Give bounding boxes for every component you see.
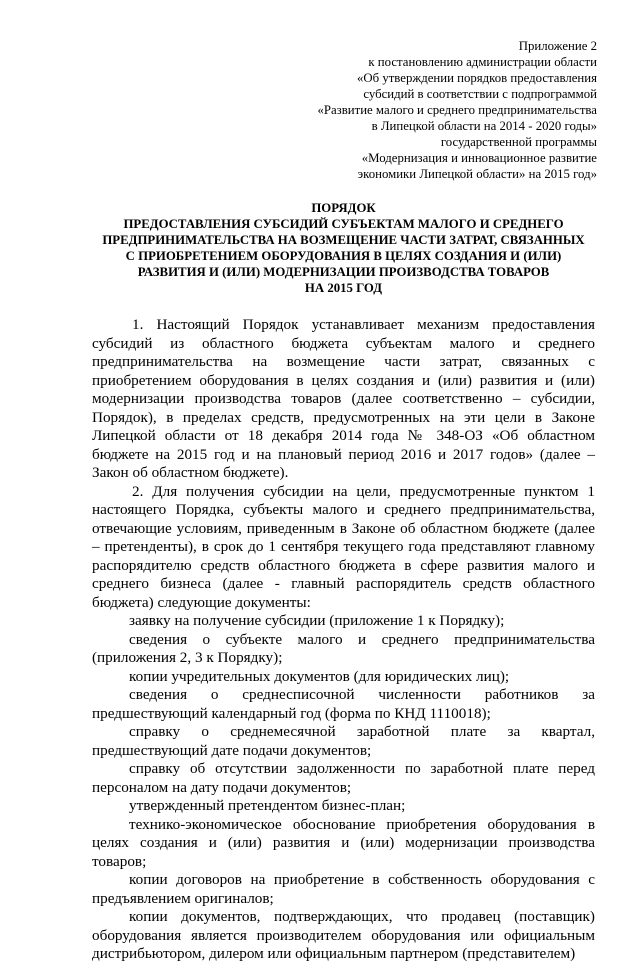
header-line: «Развитие малого и среднего предпринимательства xyxy=(317,103,597,117)
list-item: сведения о субъекте малого и среднего предпринимательства (приложения 2, 3 к Порядку); xyxy=(92,630,595,666)
header-line: к постановлению администрации области xyxy=(368,55,597,69)
title-line: ПРЕДОСТАВЛЕНИЯ СУБСИДИЙ СУБЪЕКТАМ МАЛОГО И СРЕДНЕГО xyxy=(123,217,564,231)
title-line: НА 2015 ГОД xyxy=(304,281,383,295)
list-item: технико-экономическое обоснование приобретения оборудования в целях создания и (или) развития и (или) модернизации производства товаров; xyxy=(92,815,595,870)
list-item: утвержденный претендентом бизнес-план; xyxy=(129,797,406,814)
header-line: Приложение 2 xyxy=(518,39,597,53)
header-line: в Липецкой области на 2014 - 2020 годы» xyxy=(371,119,597,133)
paragraph-1: 1. Настоящий Порядок устанавливает механизм предоставления субсидий из областного бюджета субъектам малого и среднего предпринимательства на возмещение части затрат, связанных с приобретением оборудования в целях создания и (или) развития и (или) модернизации производства товаров (далее соответственно – субсидии, Порядок), в пределах средств, предусмотренных на эти цели в Законе Липецкой области от 18 декабря 2014 года № 348-ОЗ «Об областном бюджете на 2015 год и на плановый период 2016 и 2017 годов» (далее – Закон об областном бюджете). xyxy=(92,316,595,481)
paragraph-2: 2. Для получения субсидии на цели, предусмотренные пунктом 1 настоящего Порядка, субъекты малого и среднего предпринимательства, отвечающие условиям, приведенным в Законе об областном бюджете (далее – претенденты), в срок до 1 сентября текущего года представляют главному распорядителю средств областного бюджета в сфере развития малого и среднего бизнеса (далее - главный распорядитель средств областного бюджета) следующие документы: xyxy=(92,482,595,611)
list-item: заявку на получение субсидии (приложение 1 к Порядку); xyxy=(129,612,505,629)
list-item: сведения о среднесписочной численности работников за предшествующий календарный год (форма по КНД 1110018); xyxy=(92,686,595,722)
header-line: «Об утверждении порядков предоставления xyxy=(356,71,597,85)
document-body xyxy=(92,316,595,964)
list-item: копии документов, подтверждающих, что продавец (поставщик) оборудования является производителем оборудования или официальным дистрибьютором, дилером или официальным партнером (представителем) xyxy=(92,908,595,962)
appendix-header xyxy=(92,38,597,182)
title-line: ПОРЯДОК xyxy=(311,201,376,215)
title-line: ПРЕДПРИНИМАТЕЛЬСТВА НА ВОЗМЕЩЕНИЕ ЧАСТИ ЗАТРАТ, СВЯЗАННЫХ xyxy=(102,233,585,247)
list-item: справку об отсутствии задолженности по заработной плате перед персоналом на дату подачи документов; xyxy=(92,760,595,796)
header-line: «Модернизация и инновационное развитие xyxy=(361,151,597,165)
list-item: справку о среднемесячной заработной плате за квартал, предшествующий дате подачи документов; xyxy=(92,723,595,759)
list-item: копии договоров на приобретение в собственность оборудования с предъявлением оригиналов; xyxy=(92,871,595,907)
title-line: С ПРИОБРЕТЕНИЕМ ОБОРУДОВАНИЯ В ЦЕЛЯХ СОЗДАНИЯ И (ИЛИ) xyxy=(125,249,562,263)
title-line: РАЗВИТИЯ И (ИЛИ) МОДЕРНИЗАЦИИ ПРОИЗВОДСТВА ТОВАРОВ xyxy=(137,265,550,279)
header-line: субсидий в соответствии с подпрограммой xyxy=(363,87,597,101)
document-title xyxy=(86,200,601,296)
header-line: государственной программы xyxy=(440,135,597,149)
header-line: экономики Липецкой области» на 2015 год» xyxy=(357,167,597,181)
list-item: копии учредительных документов (для юридических лиц); xyxy=(129,667,510,685)
